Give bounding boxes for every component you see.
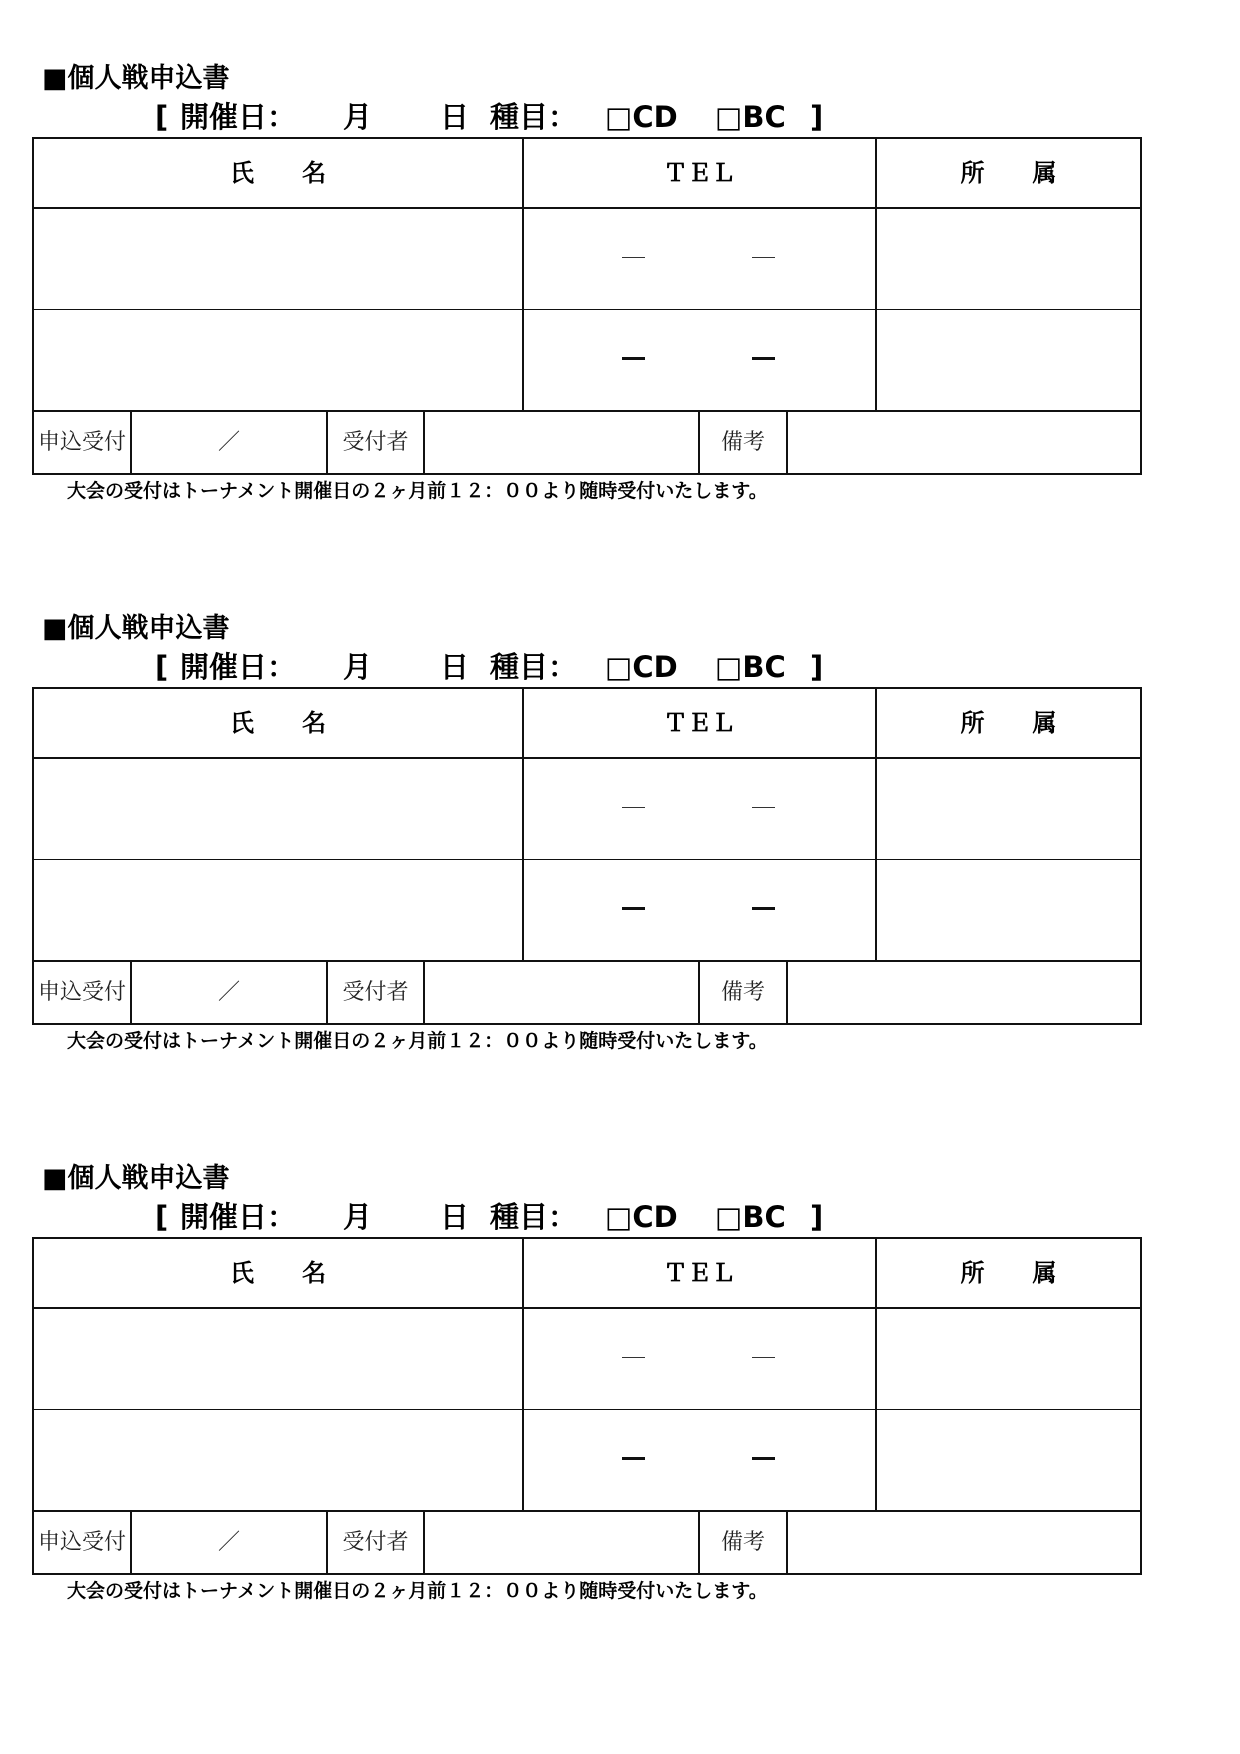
date-slash: ／ bbox=[217, 430, 240, 455]
remarks-label: 備考 bbox=[720, 980, 765, 1005]
individual-entry-form bbox=[0, 550, 1240, 1052]
event-open-bracket: [ bbox=[155, 650, 169, 684]
event-type-label: 種目： bbox=[490, 650, 578, 684]
remarks-label: 備考 bbox=[720, 1530, 765, 1555]
event-day-label: 日 bbox=[440, 650, 470, 684]
reception-notice: 大会の受付はトーナメント開催日の２ヶ月前１２：００より随時受付いたします。 bbox=[67, 1580, 768, 1602]
header-row-divider bbox=[34, 1307, 1140, 1309]
event-open-bracket: [ bbox=[155, 1200, 169, 1234]
affiliation-header: 所 属 bbox=[960, 159, 1057, 187]
receiver-label: 受付者 bbox=[342, 980, 409, 1005]
event-day-label: 日 bbox=[440, 1200, 470, 1234]
event-date-label: 開催日： bbox=[180, 650, 297, 684]
entry-table bbox=[32, 137, 1142, 475]
name-header: 氏 名 bbox=[230, 1259, 326, 1287]
receiver-label: 受付者 bbox=[342, 430, 409, 455]
entry-table bbox=[32, 1237, 1142, 1575]
individual-entry-form bbox=[0, 0, 1240, 502]
tel-separator-dash bbox=[752, 807, 775, 808]
footer-divider-5 bbox=[786, 410, 788, 475]
option-cd-checkbox[interactable]: □CD bbox=[605, 100, 678, 134]
header-row-divider bbox=[34, 207, 1140, 209]
event-month-label: 月 bbox=[343, 650, 373, 684]
event-open-bracket: [ bbox=[155, 100, 169, 134]
entry-table bbox=[32, 687, 1142, 1025]
tel-separator-dash bbox=[752, 357, 775, 360]
received-label: 申込受付 bbox=[37, 430, 126, 455]
event-date-label: 開催日： bbox=[180, 100, 297, 134]
footer-divider-3 bbox=[423, 960, 425, 1025]
affiliation-header: 所 属 bbox=[960, 1259, 1057, 1287]
footer-divider-3 bbox=[423, 410, 425, 475]
event-type-label: 種目： bbox=[490, 1200, 578, 1234]
option-cd-checkbox[interactable]: □CD bbox=[605, 650, 678, 684]
tel-separator-dash bbox=[622, 257, 645, 258]
event-day-label: 日 bbox=[440, 100, 470, 134]
tel-separator-dash bbox=[752, 1357, 775, 1358]
event-type-label: 種目： bbox=[490, 100, 578, 134]
tel-separator-dash bbox=[622, 907, 645, 910]
tel-separator-dash bbox=[622, 1357, 645, 1358]
tel-separator-dash bbox=[622, 807, 645, 808]
event-month-label: 月 bbox=[343, 100, 373, 134]
tel-separator-dash bbox=[752, 1457, 775, 1460]
tel-separator-dash bbox=[752, 907, 775, 910]
event-month-label: 月 bbox=[343, 1200, 373, 1234]
tel-header: ＴＥＬ bbox=[663, 1259, 736, 1287]
event-close-bracket: ] bbox=[810, 1200, 824, 1234]
name-header: 氏 名 bbox=[230, 159, 326, 187]
received-label: 申込受付 bbox=[37, 1530, 126, 1555]
row-divider bbox=[34, 859, 1140, 860]
event-date-label: 開催日： bbox=[180, 1200, 297, 1234]
received-label: 申込受付 bbox=[37, 980, 126, 1005]
row-divider bbox=[34, 1409, 1140, 1410]
event-close-bracket: ] bbox=[810, 650, 824, 684]
tel-header: ＴＥＬ bbox=[663, 159, 736, 187]
remarks-label: 備考 bbox=[720, 430, 765, 455]
option-bc-checkbox[interactable]: □BC bbox=[715, 1200, 786, 1234]
footer-divider-5 bbox=[786, 960, 788, 1025]
form-title: ■個人戦申込書 bbox=[42, 613, 230, 644]
name-header: 氏 名 bbox=[230, 709, 326, 737]
reception-notice: 大会の受付はトーナメント開催日の２ヶ月前１２：００より随時受付いたします。 bbox=[67, 480, 768, 502]
header-row-divider bbox=[34, 757, 1140, 759]
reception-notice: 大会の受付はトーナメント開催日の２ヶ月前１２：００より随時受付いたします。 bbox=[67, 1030, 768, 1052]
affiliation-header: 所 属 bbox=[960, 709, 1057, 737]
form-title: ■個人戦申込書 bbox=[42, 63, 230, 94]
date-slash: ／ bbox=[217, 980, 240, 1005]
option-bc-checkbox[interactable]: □BC bbox=[715, 650, 786, 684]
receiver-label: 受付者 bbox=[342, 1530, 409, 1555]
row-divider bbox=[34, 309, 1140, 310]
tel-separator-dash bbox=[622, 357, 645, 360]
tel-header: ＴＥＬ bbox=[663, 709, 736, 737]
tel-separator-dash bbox=[752, 257, 775, 258]
footer-divider-3 bbox=[423, 1510, 425, 1575]
option-cd-checkbox[interactable]: □CD bbox=[605, 1200, 678, 1234]
form-title: ■個人戦申込書 bbox=[42, 1163, 230, 1194]
option-bc-checkbox[interactable]: □BC bbox=[715, 100, 786, 134]
footer-divider-5 bbox=[786, 1510, 788, 1575]
tel-separator-dash bbox=[622, 1457, 645, 1460]
individual-entry-form bbox=[0, 1100, 1240, 1602]
date-slash: ／ bbox=[217, 1530, 240, 1555]
event-close-bracket: ] bbox=[810, 100, 824, 134]
